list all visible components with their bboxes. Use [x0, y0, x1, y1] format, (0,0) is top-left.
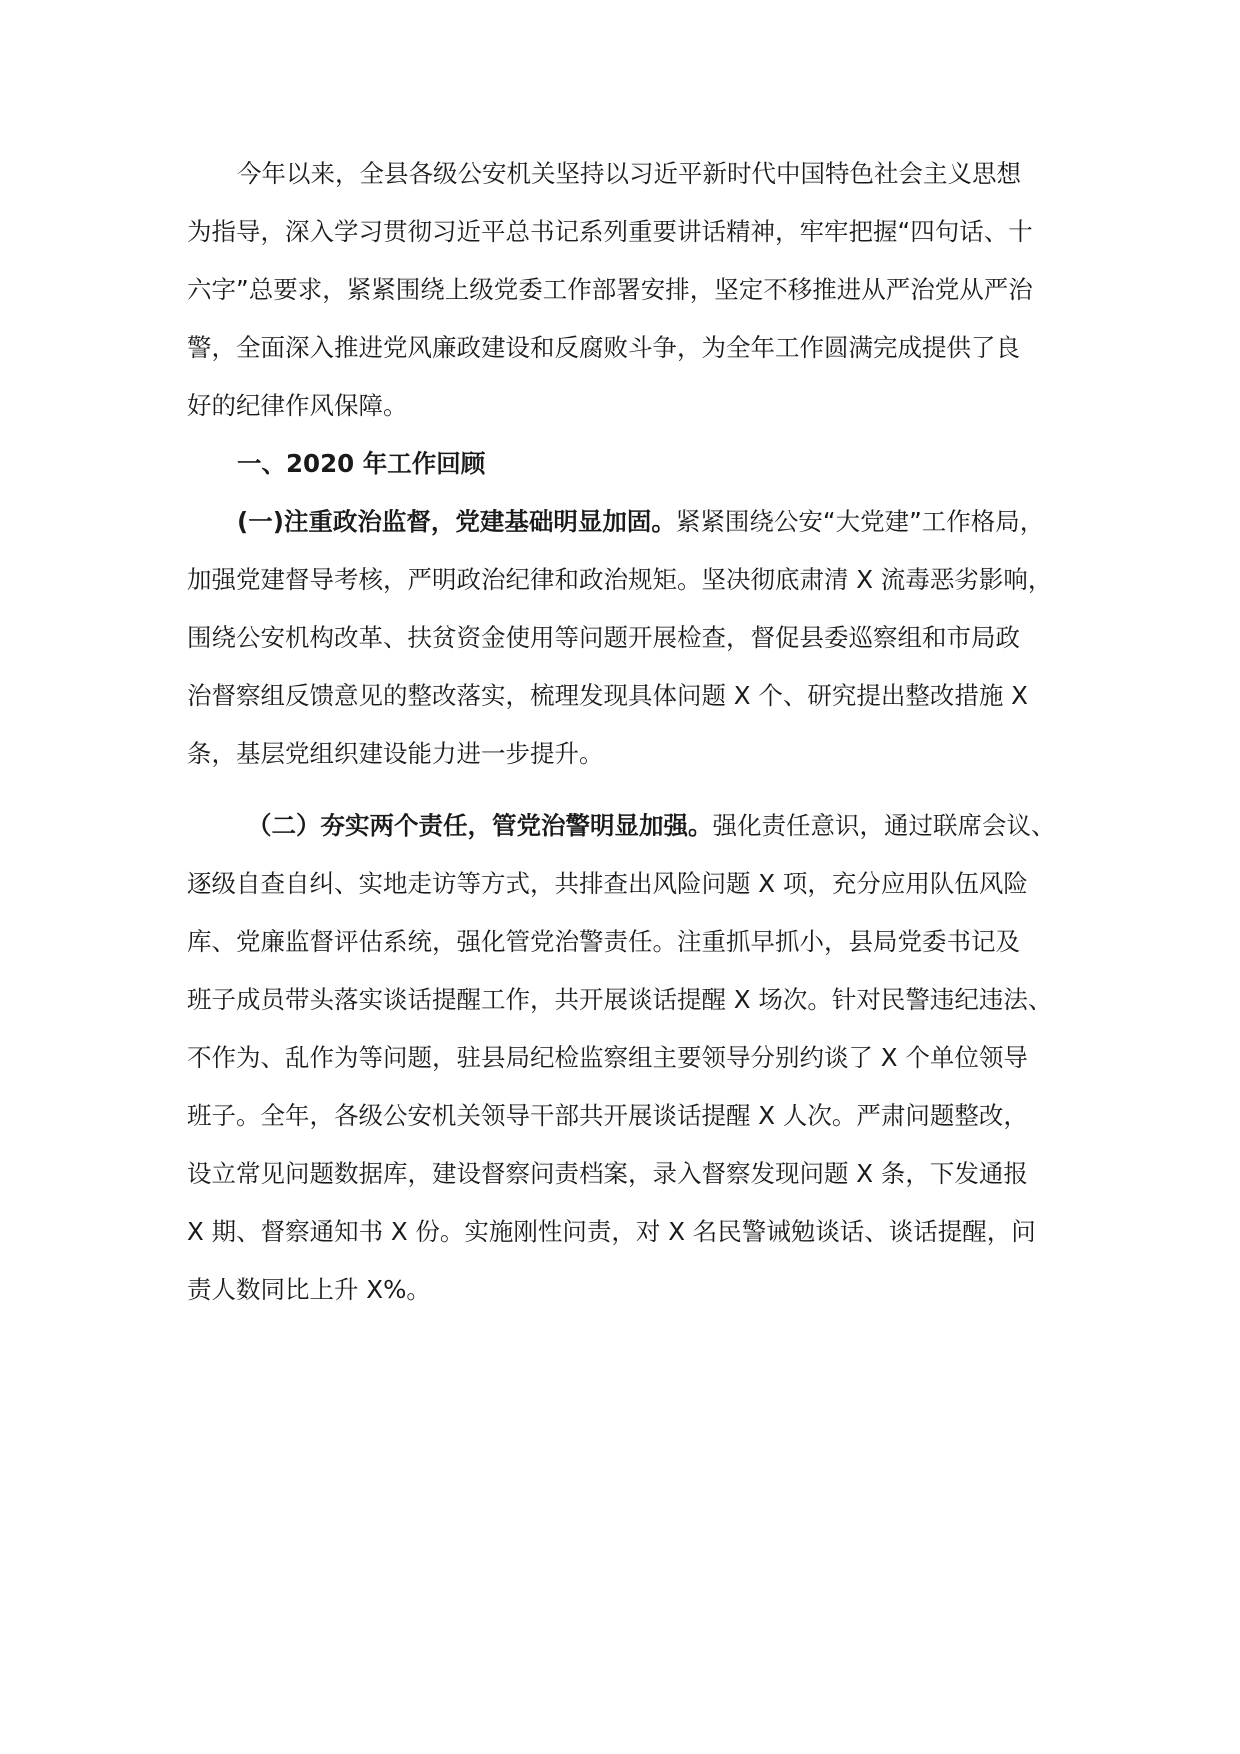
body-line: 班子。全年，各级公安机关领导干部共开展谈话提醒 X 人次。严肃问题整改， — [187, 1101, 1028, 1130]
body-line: 围绕公安机构改革、扶贫资金使用等问题开展检查，督促县委巡察组和市局政 — [187, 623, 1020, 652]
body-line: 库、党廉监督评估系统，强化管党治警责任。注重抓早抓小，县局党委书记及 — [187, 927, 1020, 956]
subsection-heading: （二）夯实两个责任，管党治警明显加强。 — [247, 811, 713, 840]
subsection-first-line — [237, 505, 1044, 539]
body-line: 责人数同比上升 X%。 — [187, 1275, 431, 1304]
intro-line: 好的纪律作风保障。 — [187, 391, 408, 420]
subsection-heading: (一)注重政治监督，党建基础明显加固。 — [237, 507, 676, 536]
body-line: 加强党建督导考核，严明政治纪律和政治规矩。坚决彻底肃清 X 流毒恶劣影响， — [187, 565, 1053, 594]
intro-line: 六字”总要求，紧紧围绕上级党委工作部署安排，坚定不移推进从严治党从严治 — [187, 275, 1033, 304]
section-heading: 一、2020 年工作回顾 — [237, 449, 486, 478]
body-line: 设立常见问题数据库，建设督察问责档案，录入督察发现问题 X 条，下发通报 — [187, 1159, 1028, 1188]
subsection-first-line — [247, 809, 1056, 843]
intro-line: 警，全面深入推进党风廉政建设和反腐败斗争，为全年工作圆满完成提供了良 — [187, 333, 1020, 362]
intro-line: 为指导，深入学习贯彻习近平总书记系列重要讲话精神，牢牢把握“四句话、十 — [187, 217, 1033, 246]
body-line: 班子成员带头落实谈话提醒工作，共开展谈话提醒 X 场次。针对民警违纪违法、 — [187, 985, 1053, 1014]
body-line: 不作为、乱作为等问题，驻县局纪检监察组主要领导分别约谈了 X 个单位领导 — [187, 1043, 1028, 1072]
subsection-text: 强化责任意识，通过联席会议、 — [712, 811, 1056, 840]
body-line: 条，基层党组织建设能力进一步提升。 — [187, 739, 604, 768]
body-line: X 期、督察通知书 X 份。实施刚性问责，对 X 名民警诫勉谈话、谈话提醒，问 — [187, 1217, 1036, 1246]
body-line: 逐级自查自纠、实地走访等方式，共排查出风险问题 X 项，充分应用队伍风险 — [187, 869, 1028, 898]
subsection-text: 紧紧围绕公安“大党建”工作格局， — [675, 507, 1045, 536]
intro-line: 今年以来，全县各级公安机关坚持以习近平新时代中国特色社会主义思想 — [237, 159, 1021, 188]
body-line: 治督察组反馈意见的整改落实，梳理发现具体问题 X 个、研究提出整改措施 X — [187, 681, 1028, 710]
